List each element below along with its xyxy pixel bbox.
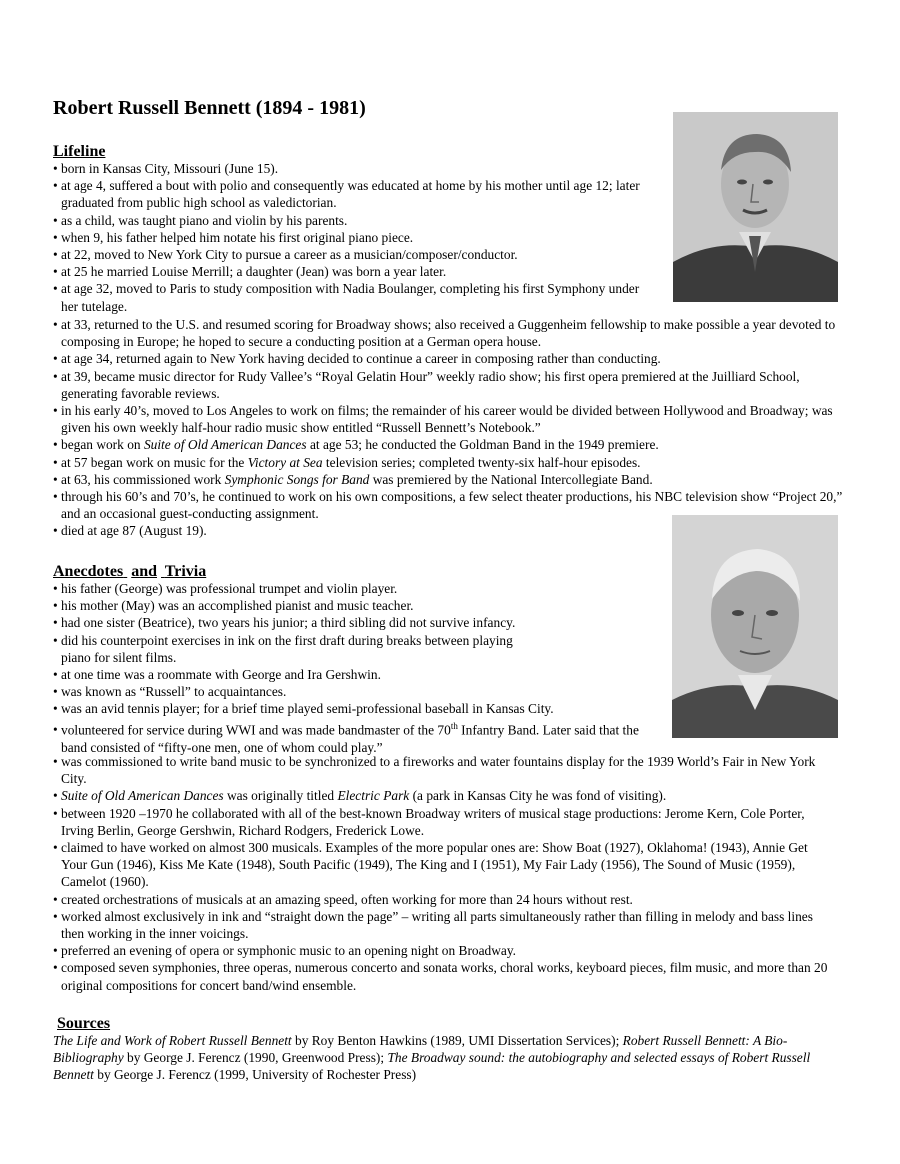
source-book-1-detail: by Roy Benton Hawkins (1989, UMI Dissertation Services);	[291, 1033, 623, 1048]
list-item: • at age 34, returned again to New York having decided to continue a career in composing rather than conducting.	[53, 350, 848, 367]
list-item: • at 33, returned to the U.S. and resumed scoring for Broadway shows; also received a Guggenheim fellowship to make possible a year devoted to composing in Europe; he hoped to secure a conducting position at a German opera house.	[53, 316, 848, 350]
list-item: • volunteered for service during WWI and was made bandmaster of the 70th Infantry Band. Later said that the band consisted of “fifty-one men, one of whom could play.”	[53, 718, 653, 756]
list-item: • at 63, his commissioned work Symphonic Songs for Band was premiered by the National Intercollegiate Band.	[53, 471, 848, 488]
list-item: • at 39, became music director for Rudy Vallee’s “Royal Gelatin Hour” weekly radio show; his first opera premiered at the Juilliard School, generating favorable reviews.	[53, 368, 848, 402]
portrait-photo-old	[672, 515, 838, 738]
anecdotes-list-continued-full	[53, 753, 833, 994]
list-item: • born in Kansas City, Missouri (June 15).	[53, 160, 653, 177]
list-item: • composed seven symphonies, three operas, numerous concerto and sonata works, choral works, keyboard pieces, film music, and more than 20 original compositions for concert band/wind ensemble.	[53, 959, 833, 993]
list-item: • at 22, moved to New York City to pursue a career as a musician/composer/conductor.	[53, 246, 653, 263]
list-item: • through his 60’s and 70’s, he continued to work on his own compositions, a few select theater productions, his NBC television show “Project 20,” and an occasional guest-conducting assignment.	[53, 488, 848, 522]
list-item: • worked almost exclusively in ink and “straight down the page” – writing all parts simultaneously rather than filling in melody and bass lines then working in the inner voicings.	[53, 908, 833, 942]
list-item: • his mother (May) was an accomplished pianist and music teacher.	[53, 597, 518, 614]
list-item: • was commissioned to write band music to be synchronized to a fireworks and water fountains display for the 1939 World’s Fair in New York City.	[53, 753, 833, 787]
lifeline-heading: Lifeline	[53, 143, 106, 160]
list-item: • was an avid tennis player; for a brief time played semi-professional baseball in Kansas City.	[53, 700, 518, 717]
sources-text	[53, 1032, 843, 1084]
list-item: • claimed to have worked on almost 300 musicals. Examples of the more popular ones are: Show Boat (1927), Oklahoma! (1943), Annie Get Your Gun (1946), Kiss Me Kate (1948), South Pacific (1949), The King and I (1951), My Fair Lady (1956), The Sound of Music (1959), Camelot (1960).	[53, 839, 833, 891]
list-item: • when 9, his father helped him notate his first original piano piece.	[53, 229, 653, 246]
list-item: • at 25 he married Louise Merrill; a daughter (Jean) was born a year later.	[53, 263, 653, 280]
source-book-3-detail: by George J. Ferencz (1999, University of Rochester Press)	[93, 1067, 417, 1083]
anecdotes-list-continued	[53, 718, 653, 756]
lifeline-list	[53, 160, 653, 315]
list-item: • at 57 began work on music for the Victory at Sea television series; completed twenty-six half-hour episodes.	[53, 454, 848, 471]
anecdotes-heading-part2: Trivia	[164, 563, 207, 580]
list-item: • between 1920 –1970 he collaborated with all of the best-known Broadway writers of musical stage productions: Jerome Kern, Cole Porter, Irving Berlin, George Gershwin, Richard Rodgers, Frederick Lowe.	[53, 805, 833, 839]
list-item: • at age 4, suffered a bout with polio and consequently was educated at home by his mother until age 12; later graduated from public high school as valedictorian.	[53, 177, 653, 211]
list-item: • had one sister (Beatrice), two years his junior; a third sibling did not survive infancy.	[53, 614, 518, 631]
source-book-1-title: The Life and Work of Robert Russell Bennett	[53, 1033, 292, 1048]
list-item: • created orchestrations of musicals at an amazing speed, often working for more than 24 hours without rest.	[53, 891, 833, 908]
anecdotes-heading-and: and	[131, 563, 158, 580]
portrait-young-drawing	[673, 112, 838, 302]
anecdotes-heading	[53, 562, 206, 582]
list-item: • died at age 87 (August 19).	[53, 522, 848, 539]
list-item: • at one time was a roommate with George and Ira Gershwin.	[53, 666, 518, 683]
list-item: • Suite of Old American Dances was originally titled Electric Park (a park in Kansas City he was fond of visiting).	[53, 787, 833, 804]
list-item: • his father (George) was professional trumpet and violin player.	[53, 580, 518, 597]
portrait-old-drawing	[672, 515, 838, 738]
portrait-photo-young	[673, 112, 838, 302]
anecdotes-list	[53, 580, 554, 718]
source-book-2-title: Robert Russell Bennett: A Bio-Bibliography	[53, 1033, 788, 1066]
list-item: • was known as “Russell” to acquaintances.	[53, 683, 518, 700]
list-item: • at age 32, moved to Paris to study composition with Nadia Boulanger, completing his first Symphony under her tutelage.	[53, 280, 653, 314]
list-item: • did his counterpoint exercises in ink on the first draft during breaks between playing piano for silent films.	[53, 632, 518, 666]
page-title: Robert Russell Bennett (1894 - 1981)	[53, 97, 366, 119]
anecdotes-heading-part1: Anecdotes	[53, 563, 124, 580]
list-item: • in his early 40’s, moved to Los Angeles to work on films; the remainder of his career would be divided between Hollywood and Broadway; was given his own weekly half-hour radio music show entitled “Russell Bennett’s Notebook.”	[53, 402, 848, 436]
source-book-3-title: The Broadway sound: the autobiography and selected essays of Robert Russell Bennett	[53, 1050, 811, 1083]
list-item: • preferred an evening of opera or symphonic music to an opening night on Broadway.	[53, 942, 833, 959]
sources-heading: Sources	[57, 1015, 111, 1032]
list-item: • began work on Suite of Old American Dances at age 53; he conducted the Goldman Band in the 1949 premiere.	[53, 436, 848, 453]
lifeline-list-continued	[53, 316, 848, 540]
list-item: • as a child, was taught piano and violin by his parents.	[53, 212, 653, 229]
source-book-2-detail: by George J. Ferencz (1990, Greenwood Press);	[123, 1050, 388, 1066]
